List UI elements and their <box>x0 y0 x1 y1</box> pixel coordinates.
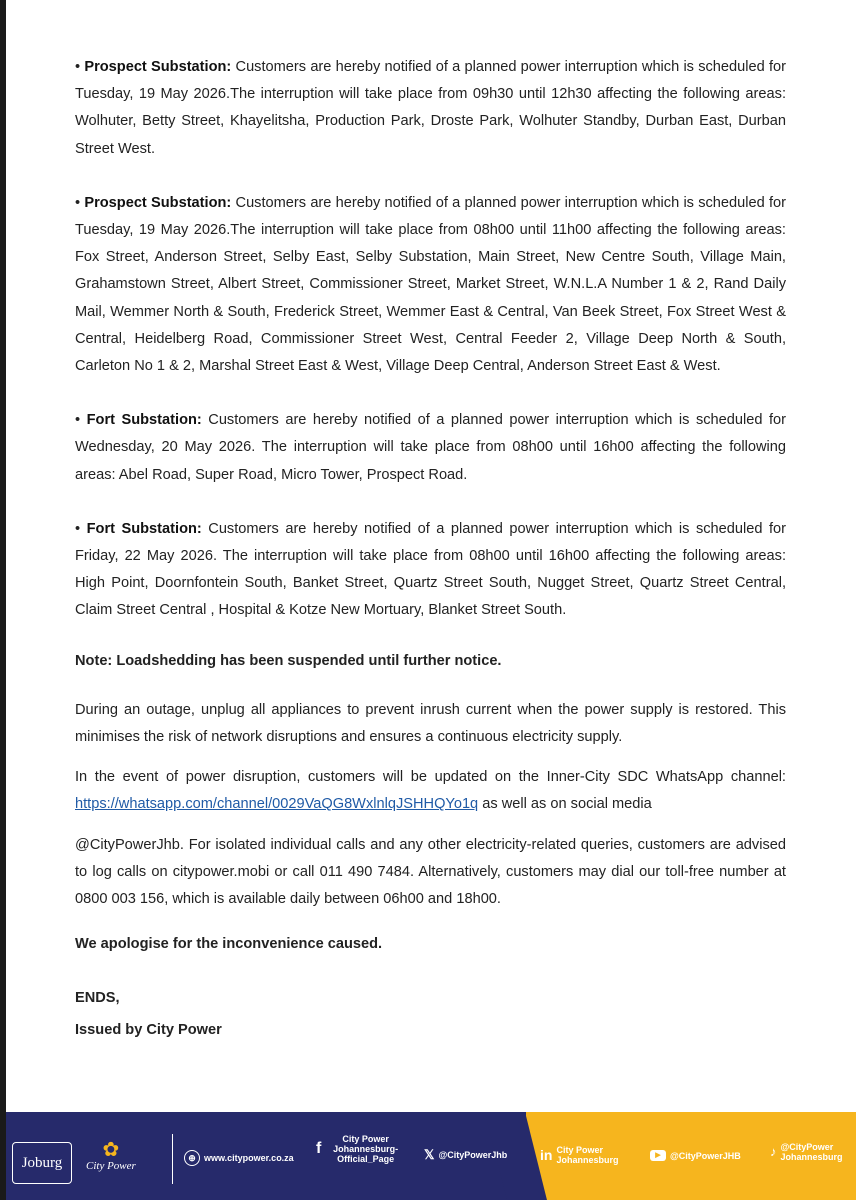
joburg-logo: Joburg <box>12 1142 72 1184</box>
globe-icon: ⊕ <box>184 1150 200 1166</box>
footer-separator <box>172 1134 173 1184</box>
facebook-text: City Power Johannesburg-Official_Page <box>333 1134 399 1164</box>
linkedin-icon: in <box>540 1147 553 1163</box>
sign-off <box>75 982 786 1046</box>
facebook-link[interactable] <box>316 1134 406 1164</box>
flower-icon: ✿ <box>102 1139 120 1161</box>
ends-label: ENDS, <box>75 990 120 1007</box>
city-power-logo <box>86 1140 136 1172</box>
notice-2: • Prospect Substation: Customers are hereby notified of a planned power interruption which is scheduled for Tuesday, 19 May 2026.The interruption will take place from 08h00 until 11h00 affecting the following areas: Fox Street, Anderson Street, Selby East, Selby Substation, Main Street, New Centre South, Village Main, Grahamstown Street, Albert Street, Commissioner Street, Market Street, W.N.L.A Number 1 & 2, Rand Daily Mail, Wemmer North & South, Frederick Street, Wemmer East & Central, Van Beek Street, Fox Street West & Central, Heidelberg Road, Commissioner Street West, Central Feeder 2, Village Deep North & South, Carleton No 1 & 2, Marshal Street East & West, Village Deep Central, Anderson Street East & West. <box>75 194 787 375</box>
notice-title: Fort Substation: <box>86 520 202 537</box>
notice-text: Customers are hereby notified of a planned power interruption which is scheduled for Friday, 22 May 2026. The interruption will take place from 08h00 until 16h00 affecting the following areas: High Point, Doornfontein South, Banket Street, Quartz Street South, Nugget Street, Quartz Street Central, Claim Street Central , Hospital & Kotze New Mortuary, Blanket Street South. <box>75 520 787 619</box>
issued-by: Issued by City Power <box>75 1022 222 1039</box>
notice-title: Fort Substation: <box>86 412 202 429</box>
notice-text: Customers are hereby notified of a planned power interruption which is scheduled for Tuesday, 19 May 2026.The interruption will take place from 09h30 until 12h30 affecting the following areas: Wolhuter, Betty Street, Khayelitsha, Production Park, Droste Park, Wolhuter Standby, Durban East, Durban Street West. <box>75 59 787 157</box>
advice-text: During an outage, unplug all appliances to prevent inrush current when the power supply is restored. This minimises the risk of network disruptions and ensures a continuous electricity supply. <box>75 701 786 746</box>
linkedin-text: City Power Johannesburg <box>556 1145 619 1165</box>
youtube-icon: ▶ <box>650 1150 666 1161</box>
channel-intro: In the event of power disruption, customers will be updated on the Inner-City SDC WhatsApp channel: <box>75 769 786 786</box>
x-icon: 𝕏 <box>424 1147 435 1162</box>
notice-1: • Prospect Substation: Customers are hereby notified of a planned power interruption which is scheduled for Tuesday, 19 May 2026.The interruption will take place from 09h30 until 12h30 affecting the following areas: Wolhuter, Betty Street, Khayelitsha, Production Park, Droste Park, Wolhuter Standby, Durban East, Durban Street West. <box>75 59 787 157</box>
apology: We apologise for the inconvenience caused. <box>75 936 383 953</box>
channel-after: as well as on social media <box>478 796 652 813</box>
x-link[interactable] <box>424 1147 508 1162</box>
whatsapp-channel-link[interactable]: https://whatsapp.com/channel/0029VaQG8WxlnlqJSHHQYo1q <box>75 796 479 813</box>
notice-4: • Fort Substation: Customers are hereby notified of a planned power interruption which is scheduled for Friday, 22 May 2026. The interruption will take place from 08h00 until 16h00 affecting the following areas: High Point, Doornfontein South, Banket Street, Quartz Street South, Nugget Street, Quartz Street Central, Claim Street Central , Hospital & Kotze New Mortuary, Blanket Street South. <box>75 520 787 619</box>
website-text: www.citypower.co.za <box>204 1153 294 1163</box>
x-text: @CityPowerJhb <box>438 1150 508 1160</box>
youtube-link[interactable] <box>650 1150 741 1161</box>
tiktok-link[interactable] <box>770 1142 852 1162</box>
youtube-text: @CityPowerJHB <box>670 1150 741 1161</box>
notice-3: • Fort Substation: Customers are hereby notified of a planned power interruption which is scheduled for Wednesday, 20 May 2026. The interruption will take place from 08h00 until 16h00 affecting the following areas: Abel Road, Super Road, Micro Tower, Prospect Road. <box>75 412 787 483</box>
notice-text: Customers are hereby notified of a planned power interruption which is scheduled for Wednesday, 20 May 2026. The interruption will take place from 08h00 until 16h00 affecting the following areas: Abel Road, Super Road, Micro Tower, Prospect Road. <box>75 412 787 483</box>
website-link[interactable] <box>184 1150 294 1166</box>
city-power-logo-text: City Power <box>86 1160 136 1172</box>
loadshedding-note: Note: Loadshedding has been suspended until further notice. <box>75 652 502 669</box>
notice-title: Prospect Substation: <box>84 194 232 211</box>
contact-info: @CityPowerJhb. For isolated individual calls and any other electricity-related queries, customers are advised to log calls on citypower.mobi or call 011 490 7484. Alternatively, customers may dial our toll-free number at 0800 003 156, which is available daily between 06h00 and 18h00. <box>75 836 786 908</box>
notice-title: Prospect Substation: <box>84 59 232 75</box>
document-body <box>75 54 786 1046</box>
tiktok-icon: ♪ <box>770 1144 777 1159</box>
footer-banner <box>6 1112 856 1200</box>
facebook-icon: f <box>316 1140 322 1157</box>
tiktok-text: @CityPower Johannesburg <box>780 1142 843 1162</box>
notice-text: Customers are hereby notified of a planned power interruption which is scheduled for Tuesday, 19 May 2026.The interruption will take place from 08h00 until 11h00 affecting the following areas: Fox Street, Anderson Street, Selby East, Selby Substation, Main Street, New Centre South, Village Main, Grahamstown Street, Albert Street, Commissioner Street, Market Street, W.N.L.A Number 1 & 2, Rand Daily Mail, Wemmer North & South, Frederick Street, Wemmer East & Central, Van Beek Street, Fox Street West & Central, Heidelberg Road, Commissioner Street West, Central Feeder 2, Village Deep North & South, Carleton No 1 & 2, Marshal Street East & West, Village Deep Central, Anderson Street East & West. <box>75 194 787 375</box>
channel-info <box>75 764 786 818</box>
linkedin-link[interactable] <box>540 1145 630 1165</box>
